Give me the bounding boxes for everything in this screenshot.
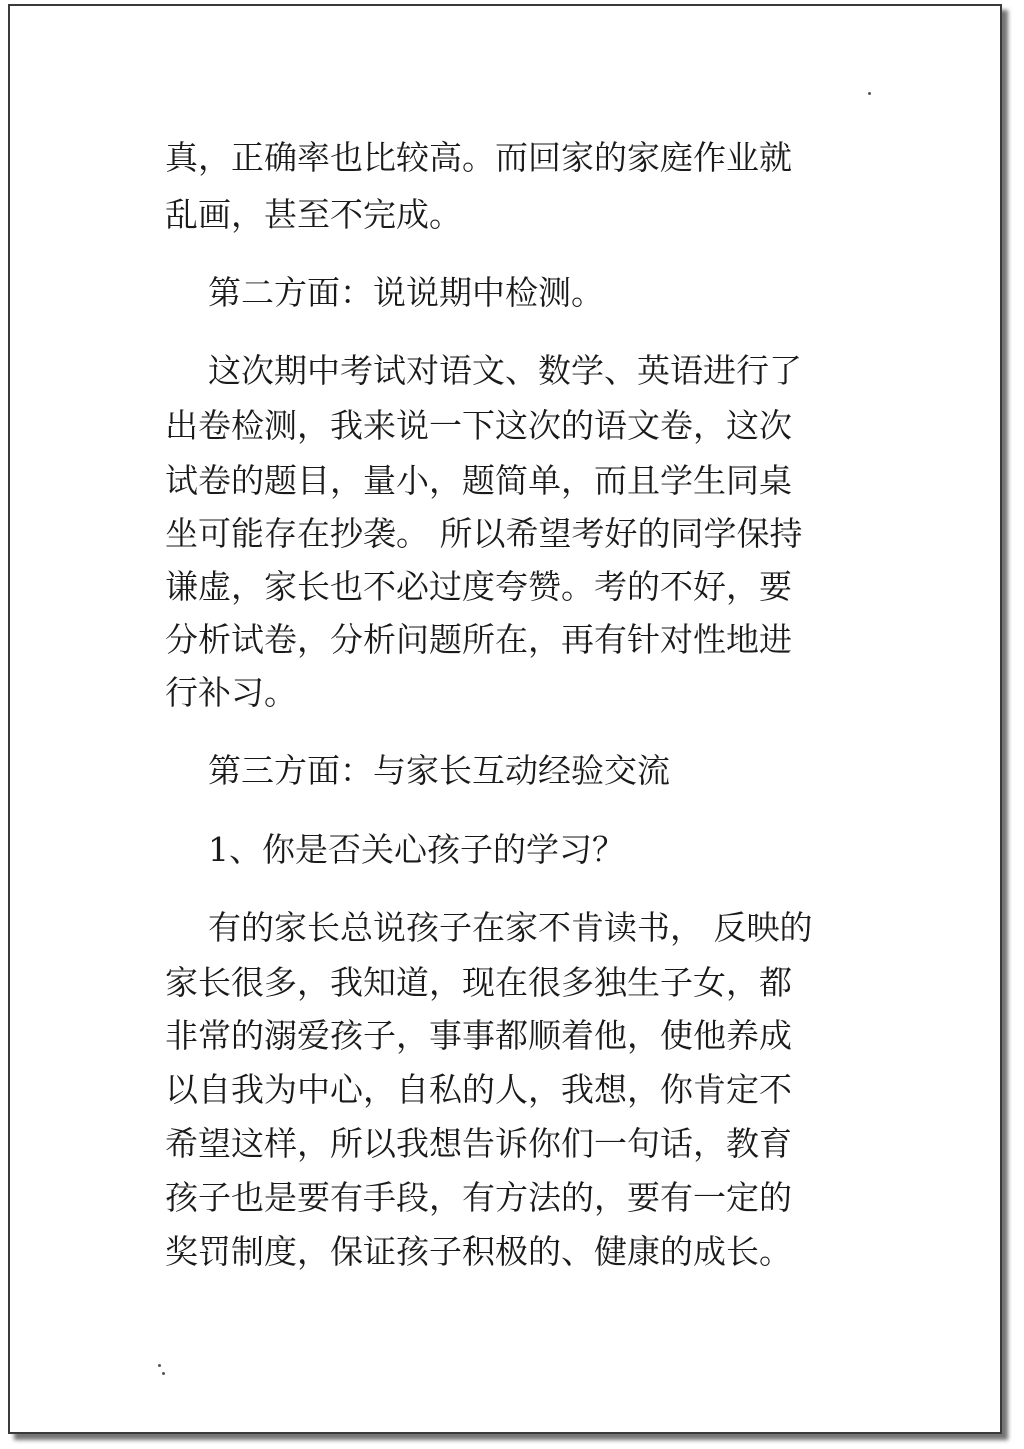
text-line: 有的家长总说孩子在家不肯读书， 反映的 [208, 908, 813, 947]
section-heading: 第二方面：说说期中检测。 [208, 273, 604, 312]
text-line: 行补习。 [165, 673, 297, 712]
text-line: 坐可能存在抄袭。 所以希望考好的同学保持 [165, 514, 803, 553]
text-line: 家长很多，我知道，现在很多独生子女，都 [165, 963, 792, 1002]
text-line: 希望这样，所以我想告诉你们一句话，教育 [165, 1124, 792, 1163]
question-heading: 1、你是否关心孩子的学习？ [208, 830, 625, 869]
document-page [8, 4, 1002, 1434]
text-line: 奖罚制度，保证孩子积极的、健康的成长。 [165, 1232, 792, 1271]
section-heading: 第三方面：与家长互动经验交流 [208, 751, 670, 790]
text-line: 以自我为中心，自私的人，我想，你肯定不 [165, 1070, 792, 1109]
corner-dot [158, 1364, 161, 1367]
text-line: 分析试卷，分析问题所在，再有针对性地进 [165, 620, 792, 659]
text-line: 出卷检测，我来说一下这次的语文卷，这次 [165, 406, 792, 445]
text-line: 真，正确率也比较高。而回家的家庭作业就 [165, 138, 792, 177]
text-line: 乱画，甚至不完成。 [165, 195, 462, 234]
corner-dot [868, 92, 871, 95]
text-line: 孩子也是要有手段，有方法的，要有一定的 [165, 1178, 792, 1217]
corner-dot [162, 1372, 165, 1375]
text-line: 试卷的题目，量小，题简单，而且学生同桌 [165, 461, 792, 500]
text-line: 这次期中考试对语文、数学、英语进行了 [208, 351, 802, 390]
text-line: 非常的溺爱孩子，事事都顺着他，使他养成 [165, 1016, 792, 1055]
text-line: 谦虚，家长也不必过度夸赞。考的不好，要 [165, 567, 792, 606]
